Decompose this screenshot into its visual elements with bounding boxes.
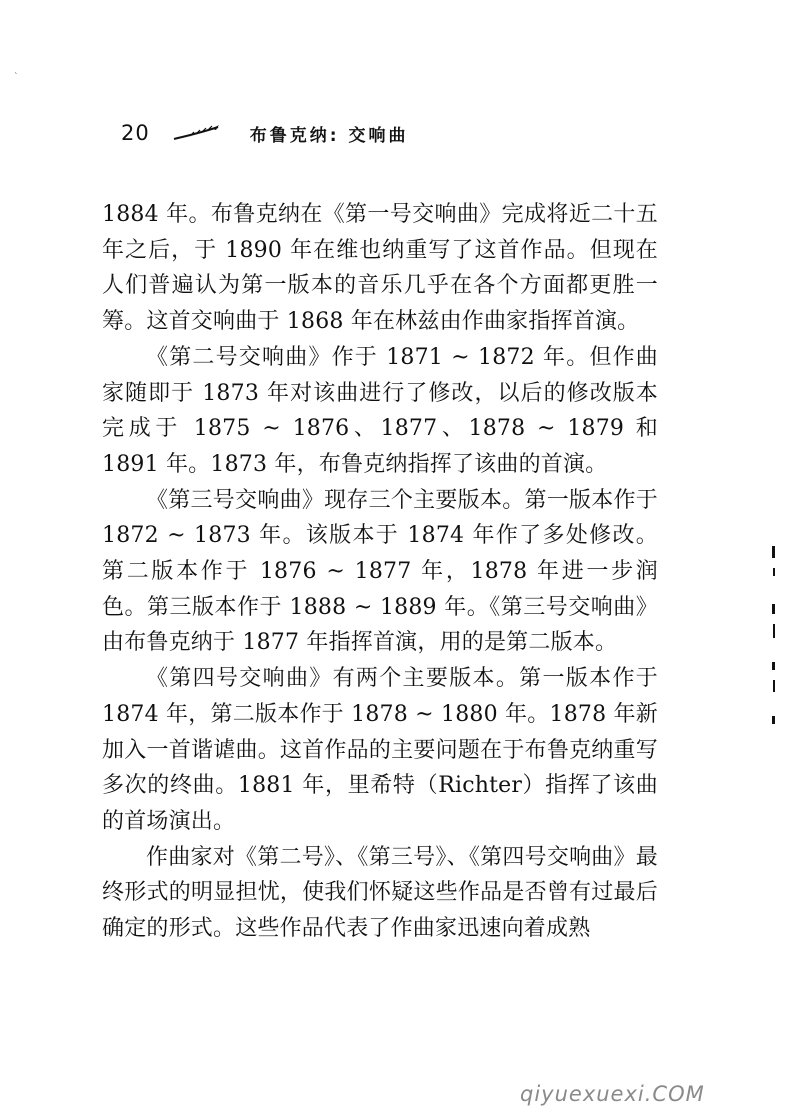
scan-corner-mark: ˋ — [14, 73, 19, 83]
paragraph-1: 1884 年。布鲁克纳在《第一号交响曲》完成将近二十五年之后，于 1890 年在维也纳重写了这首作品。但现在人们普遍认为第一版本的音乐几乎在各个方面都更胜一筹。这首交响曲于 1868 年在林兹由作曲家指挥首演。 — [102, 202, 658, 335]
page-number: 20 — [121, 121, 150, 145]
scan-margin-marks — [768, 540, 780, 740]
quill-ornament-icon — [172, 124, 220, 142]
running-title: 布鲁克纳: 交响曲 — [249, 125, 409, 146]
paragraph-2: 《第二号交响曲》作于 1871 ~ 1872 年。但作曲家随即于 1873 年对该曲进行了修改，以后的修改版本完成于 1875 ~ 1876、1877、1878 ~ 1879 和 1891 年。1873 年，布鲁克纳指挥了该曲的首演。 — [102, 344, 658, 477]
watermark: qiyuexuexi.COM — [520, 1082, 705, 1106]
paragraph-4: 《第四号交响曲》有两个主要版本。第一版本作于 1874 年，第二版本作于 1878 ~ 1880 年。1878 年新加入一首谐谑曲。这首作品的主要问题在于布鲁克纳重写多次的终曲。1881 年，里希特（Richter）指挥了该曲的首场演出。 — [102, 666, 658, 834]
paragraph-5: 作曲家对《第二号》、《第三号》、《第四号交响曲》最终形式的明显担忧，使我们怀疑这些作品是否曾有过最后确定的形式。这些作品代表了作曲家迅速向着成熟 — [102, 844, 658, 942]
page-header — [121, 118, 408, 148]
body-text — [102, 197, 658, 947]
paragraph-3: 《第三号交响曲》现存三个主要版本。第一版本作于 1872 ~ 1873 年。该版本于 1874 年作了多处修改。第二版本作于 1876 ~ 1877 年，1878 年进一步润色。第三版本作于 1888 ~ 1889 年。《第三号交响曲》由布鲁克纳于 1877 年指挥首演，用的是第二版本。 — [102, 487, 658, 656]
